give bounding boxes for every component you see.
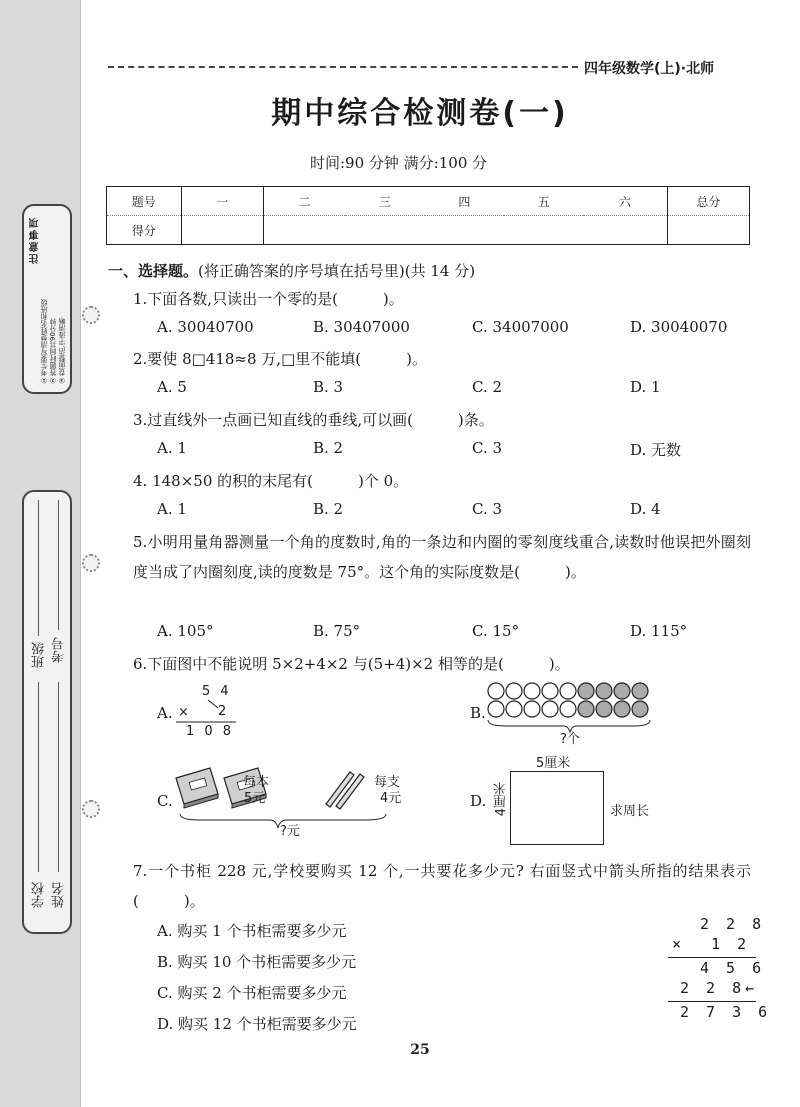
- option-a[interactable]: A. 105°: [157, 622, 214, 640]
- option-a[interactable]: A. 30040700: [157, 318, 254, 336]
- option-b[interactable]: B. 2: [313, 500, 344, 518]
- option-c[interactable]: C. 3: [472, 500, 503, 518]
- q6c-price1: 5元: [244, 791, 266, 806]
- question-4: 4. 148×50 的积的末尾有( )个 0。: [133, 472, 409, 490]
- option-b[interactable]: B. 30407000: [313, 318, 410, 336]
- q6d-right-label: 求周长: [610, 804, 650, 819]
- header-rule: [108, 66, 578, 68]
- table-header-cell: 总分: [667, 187, 749, 216]
- name-label: 姓名: [52, 882, 67, 908]
- question-1: 1.下面各数,只读出一个零的是( )。: [133, 290, 404, 308]
- table-header-cell: 六: [583, 187, 667, 216]
- score-cell[interactable]: [504, 216, 583, 245]
- q6d-top-label: 5厘米: [536, 756, 571, 771]
- score-cell[interactable]: [667, 216, 749, 245]
- q6d-side-label: 4厘米: [494, 782, 509, 817]
- score-cell[interactable]: [345, 216, 424, 245]
- section-note: (将正确答案的序号填在括号里)(共 14 分): [198, 262, 476, 280]
- q6b-circles: [486, 682, 686, 742]
- q6c-price2: 4元: [380, 791, 402, 806]
- binding-gutter: [0, 0, 81, 1107]
- vert-rule: [668, 1001, 756, 1002]
- grade-label: 四年级数学(上)·北师: [584, 61, 715, 77]
- page-number: 25: [410, 1042, 430, 1058]
- option-b[interactable]: B. 2: [313, 439, 344, 457]
- vert-line4: 2 2 8←: [680, 979, 759, 997]
- score-cell[interactable]: [263, 216, 345, 245]
- table-header-cell: 五: [504, 187, 583, 216]
- option-c[interactable]: C. 15°: [472, 622, 520, 640]
- notice-text: [40, 214, 67, 384]
- score-table: [106, 186, 750, 245]
- exam-no-line[interactable]: [58, 500, 59, 630]
- option-a[interactable]: A. 1: [157, 439, 187, 457]
- question-5: 5.小明用量角器测量一个角的度数时,角的一条边和内圈的零刻度线重合,读数时他误把外圈刻度当成了内圈刻度,读的度数是 75°。这个角的实际度数是( )。: [133, 533, 751, 581]
- table-header-cell: 三: [345, 187, 424, 216]
- option-d[interactable]: D. 1: [630, 378, 661, 396]
- notice-line: ②答题时间共90分钟: [49, 318, 57, 384]
- exam-info: 时间:90 分钟 满分:100 分: [310, 154, 488, 172]
- table-header-cell: 四: [425, 187, 504, 216]
- notebook-icon: [176, 768, 218, 808]
- school-line[interactable]: [38, 682, 39, 872]
- q6a-result: 1 0 8: [186, 724, 235, 739]
- option-c[interactable]: C.: [157, 792, 173, 810]
- q6b-caption: ?个: [560, 732, 580, 747]
- option-c[interactable]: C. 3: [472, 439, 503, 457]
- table-header-cell: 一: [181, 187, 263, 216]
- section-heading: [108, 260, 475, 281]
- table-header-cell: 题号: [107, 187, 182, 216]
- option-d[interactable]: D.: [470, 792, 487, 810]
- notice-title: 注意事项: [30, 216, 41, 264]
- class-label: 班级: [32, 642, 47, 668]
- table-header-cell: 二: [263, 187, 345, 216]
- question-3: 3.过直线外一点画已知直线的垂线,可以画( )条。: [133, 411, 494, 429]
- binding-hole: [82, 800, 100, 818]
- question-2: 2.要使 8□418≈8 万,□里不能填( )。: [133, 350, 427, 368]
- vert-rule: [668, 957, 756, 958]
- vert-line2: × 1 2: [672, 935, 751, 953]
- option-c[interactable]: C. 2: [472, 378, 503, 396]
- notice-line: ③卷面整洁,字迹清晰: [58, 317, 66, 384]
- page-title: 期中综合检测卷(一): [271, 96, 569, 131]
- binding-hole: [82, 554, 100, 572]
- question-6: 6.下面图中不能说明 5×2+4×2 与(5+4)×2 相等的是( )。: [133, 655, 570, 673]
- option-a[interactable]: A. 购买 1 个书柜需要多少元: [157, 922, 347, 940]
- option-a[interactable]: A. 1: [157, 500, 187, 518]
- pen-icon: [326, 772, 364, 809]
- q6a-mult: 2: [218, 704, 227, 719]
- option-d[interactable]: D. 4: [630, 500, 661, 518]
- section-title: 一、选择题。: [108, 262, 199, 280]
- q6d-rectangle: [510, 771, 604, 845]
- q6a-lines: [170, 692, 240, 732]
- vert-line1: 2 2 8: [700, 915, 766, 933]
- option-b[interactable]: B. 75°: [313, 622, 361, 640]
- q6a-times: ×: [178, 705, 189, 720]
- option-d[interactable]: D. 购买 12 个书柜需要多少元: [157, 1015, 357, 1033]
- table-row-label: 得分: [107, 216, 182, 245]
- option-d[interactable]: D. 115°: [630, 622, 688, 640]
- option-b[interactable]: B. 3: [313, 378, 344, 396]
- option-b[interactable]: B. 购买 10 个书柜需要多少元: [157, 953, 357, 971]
- binding-hole: [82, 306, 100, 324]
- option-d[interactable]: D. 无数: [630, 441, 682, 459]
- notice-box: [22, 204, 72, 394]
- question-7: 7.一个书柜 228 元,学校要购买 12 个,一共要花多少元? 右面竖式中箭头所指的结果表示( )。: [133, 862, 751, 910]
- name-line[interactable]: [58, 682, 59, 872]
- q6c-item1: 每本: [243, 775, 270, 790]
- exam-no-label: 考号: [52, 637, 67, 663]
- q6a-top: 5 4: [202, 684, 232, 699]
- notice-line: ①考生要写清楚姓名和班级: [40, 299, 48, 384]
- option-c[interactable]: C. 34007000: [472, 318, 569, 336]
- option-a[interactable]: A.: [157, 704, 173, 722]
- vert-line5: 2 7 3 6: [680, 1003, 772, 1021]
- option-b[interactable]: B.: [470, 704, 486, 722]
- class-line[interactable]: [38, 500, 39, 636]
- option-d[interactable]: D. 30040070: [630, 318, 728, 336]
- school-label: 学校: [32, 882, 47, 908]
- vert-line3: 4 5 6: [700, 959, 766, 977]
- score-cell[interactable]: [181, 216, 263, 245]
- q6c-item2: 每支: [374, 775, 401, 790]
- student-info-box: [22, 490, 72, 934]
- option-c[interactable]: C. 购买 2 个书柜需要多少元: [157, 984, 347, 1002]
- option-a[interactable]: A. 5: [157, 378, 187, 396]
- q6c-caption: ?元: [280, 824, 300, 839]
- score-cell[interactable]: [425, 216, 504, 245]
- score-cell[interactable]: [583, 216, 667, 245]
